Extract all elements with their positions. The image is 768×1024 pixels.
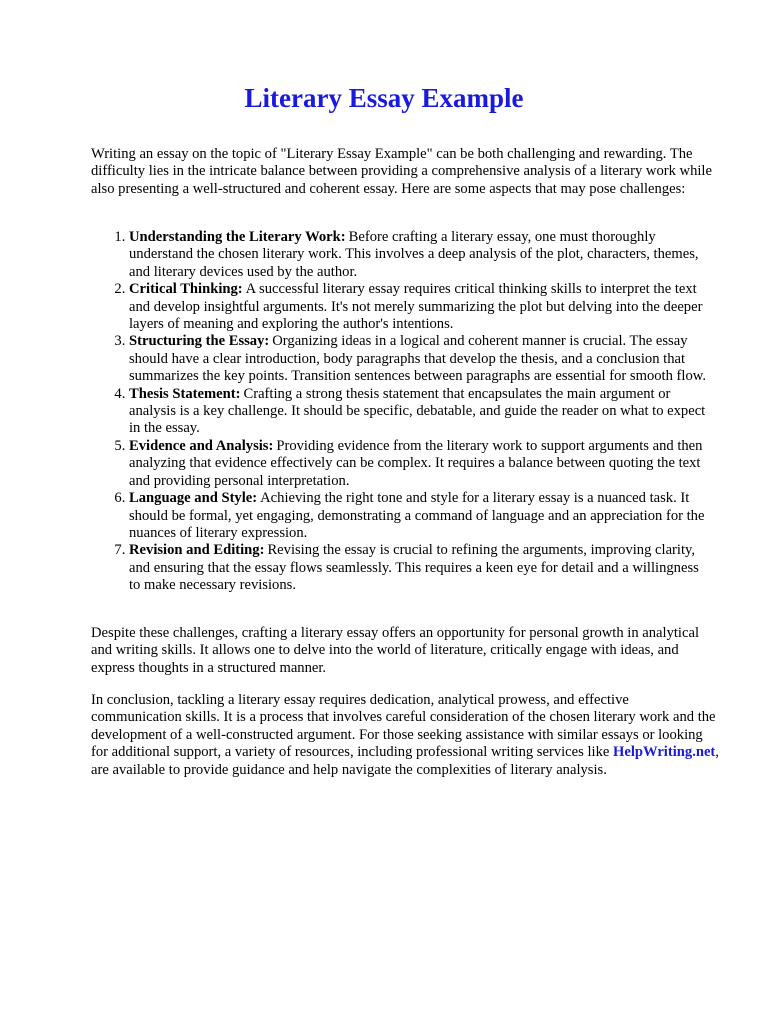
list-item-heading: Revision and Editing: [129, 542, 265, 559]
list-item-heading: Language and Style: [129, 490, 258, 507]
document-title: Literary Essay Example [244, 83, 524, 113]
list-item-heading: Evidence and Analysis: [129, 437, 274, 454]
list-item-text: Providing evidence from the literary work to support arguments and then analyzing that evidence effectively can be complex. It requires a balance between quoting the text and providing personal interpretation. [129, 437, 703, 489]
challenges-list [91, 229, 721, 595]
list-item-text: Before crafting a literary essay, one must thoroughly understand the chosen literary work. This involves a deep analysis of the plot, characters, themes, and literary devices used by the author. [129, 229, 699, 280]
list-item-text: Revising the essay is crucial to refining the arguments, improving clarity, and ensuring that the essay flows seamlessly. This requires a keen eye for detail and a willingness to make necessary revisions. [129, 542, 699, 594]
list-item-text: Crafting a strong thesis statement that encapsulates the main argument or analysis is a key challenge. It should be specific, debatable, and guide the reader on what to expect in the essay. [129, 385, 706, 437]
list-item [129, 229, 721, 281]
list-item-text: Organizing ideas in a logical and coherent manner is crucial. The essay should have a clear introduction, body paragraphs that develop the thesis, and a conclusion that summarizes the key points. Transition sentences between paragraphs are essential for smooth flow. [129, 333, 706, 385]
conclusion-paragraph [91, 692, 723, 779]
conclusion-text-start: In conclusion, tackling a literary essay requires dedication, analytical prowess, and effective communication skills. It is a process that involves careful consideration of the chosen literary work and the development of a well-constructed argument. For those seeking assistance with similar essays or looking for additional support, a variety of resources, including professional writing services like [91, 692, 716, 761]
conclusion-text-end: , are available to provide guidance and help navigate the complexities of literary analysis. [91, 744, 719, 778]
list-item [129, 386, 721, 438]
list-item-heading: Structuring the Essay: [129, 333, 270, 350]
list-item [129, 438, 721, 490]
list-item-text: A successful literary essay requires critical thinking skills to interpret the text and develop insightful arguments. It's not merely summarizing the plot but delving into the deeper layers of meaning and exploring the author's intentions. [129, 281, 703, 333]
list-item-heading: Critical Thinking: [129, 281, 243, 298]
body-paragraph: Despite these challenges, crafting a literary essay offers an opportunity for personal growth in analytical and writing skills. It allows one to delve into the world of literature, critically engage with ideas, and express thoughts in a structured manner. [91, 625, 699, 676]
list-item-text: Achieving the right tone and style for a literary essay is a nuanced task. It should be formal, yet engaging, demonstrating a command of language and an appreciation for the nuances of literary expression. [129, 490, 705, 541]
list-item-heading: Understanding the Literary Work: [129, 229, 346, 245]
intro-paragraph: Writing an essay on the topic of "Literary Essay Example" can be both challenging and rewarding. The difficulty lies in the intricate balance between providing a comprehensive analysis of a literary work while also presenting a well-structured and coherent essay. Here are some aspects that may pose challenges: [91, 146, 712, 197]
helpwriting-link[interactable]: HelpWriting.net [613, 744, 716, 761]
list-item-heading: Thesis Statement: [129, 385, 241, 402]
list-item [129, 490, 721, 542]
list-item [129, 281, 721, 333]
list-item [129, 542, 721, 594]
list-item [129, 333, 721, 385]
